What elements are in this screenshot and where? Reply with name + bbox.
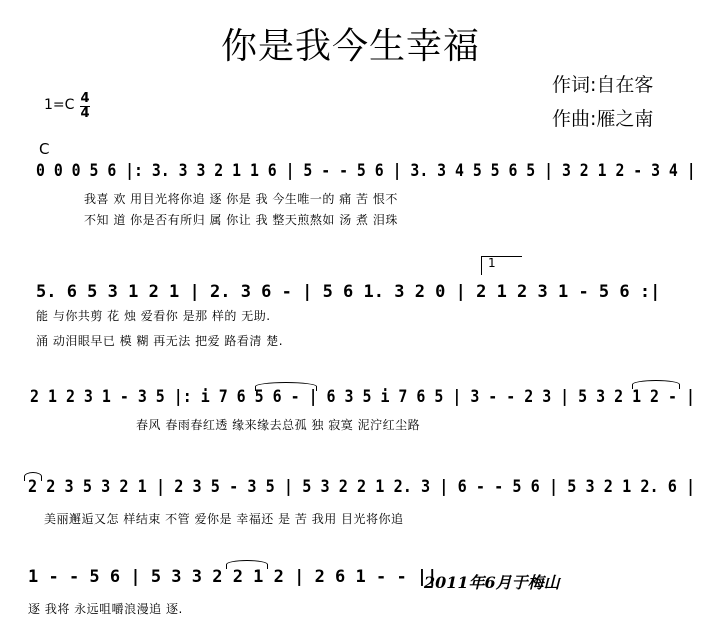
tie-mark bbox=[226, 560, 268, 569]
time-signature bbox=[80, 92, 90, 121]
lyrics-line-2-verse-2: 涌 动泪眼早已 模 糊 再无法 把爱 路看清 楚. bbox=[36, 334, 284, 348]
notation-line-4: 2 2 3 5 3 2 1 | 2 3 5 - 3 5 | 5 3 2 2 1 2. 3 | 6 - - 5 6 | 5 3 2 1 2. 6 | bbox=[28, 477, 696, 497]
song-title: 你是我今生幸福 bbox=[220, 26, 480, 67]
lyrics-line-1-verse-1: 我喜 欢 用目光将你追 逐 你是 我 今生唯一的 痛 苦 恨不 bbox=[84, 192, 398, 206]
lyrics-line-1-verse-2: 不知 道 你是否有所归 属 你让 我 整天煎熬如 汤 煮 泪珠 bbox=[84, 213, 398, 227]
lyrics-line-5: 逐 我将 永远咀嚼浪漫追 逐. bbox=[28, 602, 183, 616]
time-signature-top: 4 bbox=[80, 91, 90, 106]
lyrics-line-4: 美丽邂逅又怎 样结束 不管 爱你是 幸福还 是 苦 我用 目光将你追 bbox=[44, 512, 404, 526]
notation-line-5: 1 - - 5 6 | 5 3 3 2 2 1 2 | 2 6 1 - - || bbox=[28, 567, 438, 587]
composition-date: 2011年6月于梅山 bbox=[424, 573, 560, 592]
time-signature-bottom: 4 bbox=[80, 106, 90, 121]
notation-line-3: 2 1 2 3 1 - 3 5 |: i 7 6 5 6 - | 6 3 5 i 7 6 5 | 3 - - 2 3 | 5 3 2 1 2 - | bbox=[30, 387, 695, 407]
notation-line-1: 0 0 0 5 6 |: 3. 3 3 2 1 1 6 | 5 - - 5 6 | 3. 3 4 5 5 6 5 | 3 2 1 2 - 3 4 | bbox=[36, 161, 696, 181]
lyricist-credit: 作词:自在客 bbox=[552, 74, 654, 96]
lyrics-line-3: 春风 春雨春红透 缘来缘去总孤 独 寂寞 泥泞红尘路 bbox=[136, 418, 421, 432]
tie-mark bbox=[255, 382, 317, 391]
tie-mark bbox=[24, 472, 42, 481]
lyrics-line-2-verse-1: 能 与你共剪 花 烛 爱看你 是那 样的 无助. bbox=[36, 309, 271, 323]
notation-line-2: 5. 6 5 3 1 2 1 | 2. 3 6 - | 5 6 1. 3 2 0 | 2 1 2 3 1 - 5 6 :| bbox=[36, 282, 661, 302]
tie-mark bbox=[632, 380, 680, 389]
chord-symbol: C bbox=[39, 140, 50, 158]
key-signature: 1=C bbox=[44, 97, 75, 113]
volta-number: 1 bbox=[488, 256, 496, 270]
composer-credit: 作曲:雁之南 bbox=[552, 108, 654, 130]
